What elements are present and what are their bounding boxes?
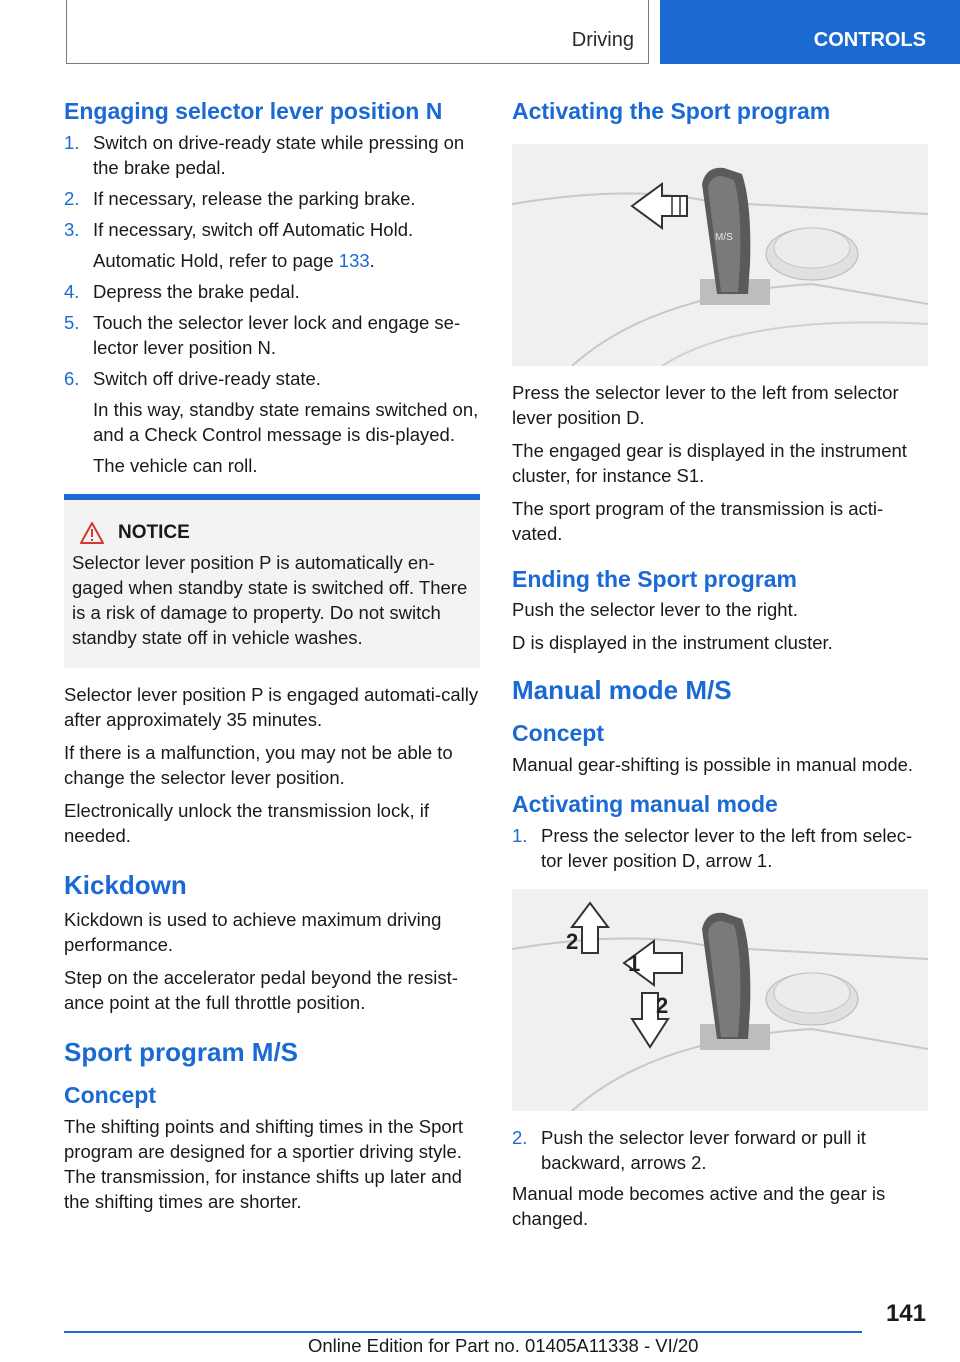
paragraph-auto-p: Selector lever position P is engaged automati‐cally after approximately 35 minutes.: [64, 683, 479, 730]
selector-lever-figure-1: [512, 144, 928, 366]
paragraph-manual-result: Manual mode becomes active and the gear is changed.: [512, 1182, 886, 1229]
page-number: 141: [885, 1300, 926, 1327]
section-heading-activating-sport: Activating the Sport program: [512, 98, 831, 124]
step-6-note-roll: The vehicle can roll.: [93, 454, 258, 476]
subheading-manual-concept: Concept: [512, 720, 604, 747]
paragraph-concept: The shifting points and shifting times in the Sport program are designed for a sportier driving style. The transmission, for instance shifts up later and the shifting times are shorter.: [64, 1115, 463, 1212]
warning-triangle-icon: [80, 522, 104, 544]
header-chapter: CONTROLS: [660, 0, 960, 64]
notice-title: NOTICE: [118, 521, 190, 543]
step-6-note: In this way, standby state remains switched on, and a Check Control message is dis‐played.: [93, 398, 479, 445]
svg-text:1: 1: [628, 950, 641, 976]
right-column: [512, 98, 928, 1239]
paragraph-activating-3: The sport program of the transmission is acti‐vated.: [512, 497, 884, 544]
section-heading-engage-n: Engaging selector lever position N: [64, 98, 443, 124]
footer-divider: [64, 1331, 862, 1333]
paragraph-activating-2: The engaged gear is displayed in the instrument cluster, for instance S1.: [512, 439, 907, 486]
paragraph-kickdown-2: Step on the accelerator pedal beyond the resist‐ance point at the full throttle position.: [64, 966, 458, 1013]
step-5: 5. Touch the selector lever lock and engage se‐lector lever position N.: [64, 311, 461, 358]
paragraph-ending-1: Push the selector lever to the right.: [512, 599, 798, 621]
step-6: 6. Switch off drive-ready state.: [64, 367, 321, 389]
manual-step-1: 1. Press the selector lever to the left from selec‐tor lever position D, arrow 1.: [512, 824, 913, 871]
svg-text:2: 2: [566, 928, 579, 954]
selector-lever-figure-2: [512, 889, 928, 1111]
step-3-reference: Automatic Hold, refer to page 133.: [93, 249, 375, 271]
paragraph-kickdown-1: Kickdown is used to achieve maximum driving performance.: [64, 908, 442, 955]
svg-text:2: 2: [656, 992, 669, 1018]
section-heading-kickdown: Kickdown: [64, 869, 187, 900]
step-1: 1. Switch on drive-ready state while pressing on the brake pedal.: [64, 131, 465, 178]
notice-box: [64, 494, 480, 668]
header-section: Driving: [571, 29, 634, 51]
subheading-concept: Concept: [64, 1081, 156, 1108]
section-heading-ending-sport: Ending the Sport program: [512, 565, 797, 592]
svg-text:M/S: M/S: [715, 231, 733, 243]
left-column: [64, 98, 480, 1222]
section-heading-manual-mode: Manual mode M/S: [512, 675, 732, 706]
paragraph-ending-2: D is displayed in the instrument cluster.: [512, 632, 833, 654]
header-box: [66, 0, 649, 64]
page-link-133[interactable]: 133: [338, 249, 370, 271]
section-heading-sport-program: Sport program M/S: [64, 1036, 299, 1067]
paragraph-activating-1: Press the selector lever to the left from selector lever position D.: [512, 381, 899, 428]
paragraph-manual-concept: Manual gear-shifting is possible in manual mode.: [512, 753, 914, 775]
step-3: 3. If necessary, switch off Automatic Hold.: [64, 218, 414, 240]
notice-header: [72, 522, 472, 544]
notice-text: Selector lever position P is automatically en‐gaged when standby state is switched off. There is a risk of damage to property. Do not switch standby state off in vehicle washes.: [72, 551, 468, 648]
manual-step-2: 2. Push the selector lever forward or pull it backward, arrows 2.: [512, 1126, 866, 1173]
subheading-activating-manual: Activating manual mode: [512, 790, 778, 817]
paragraph-unlock: Electronically unlock the transmission lock, if needed.: [64, 799, 430, 846]
step-4: 4. Depress the brake pedal.: [64, 280, 300, 302]
footer-edition: Online Edition for Part no. 01405A11338 - VI/20: [308, 1335, 699, 1356]
selector-lever-illustration: [512, 144, 928, 366]
selector-lever-arrows-illustration: [512, 889, 928, 1111]
paragraph-malfunction: If there is a malfunction, you may not be able to change the selector lever position.: [64, 741, 453, 788]
step-2: 2. If necessary, release the parking brake.: [64, 187, 416, 209]
